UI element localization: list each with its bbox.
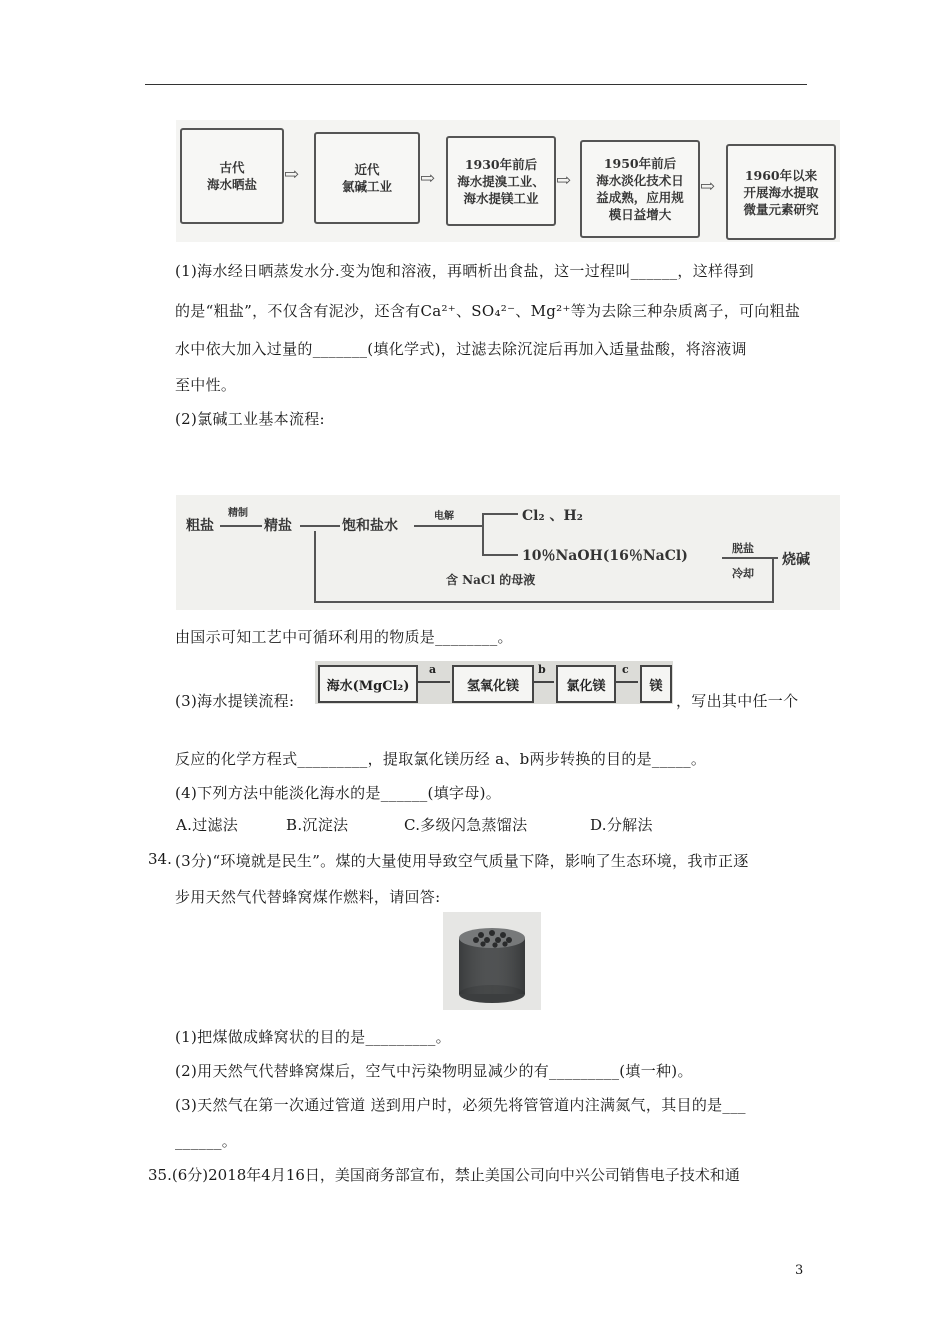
desalt-label: 脱盐 <box>732 542 754 555</box>
q33-p3-prefix: (3)海水提镁流程: <box>175 692 295 710</box>
page-number: 3 <box>795 1263 804 1278</box>
history-flow-diagram <box>176 120 840 242</box>
electrolysis-label: 电解 <box>434 511 454 522</box>
arrow-line <box>722 557 778 559</box>
chlor-alkali-diagram <box>176 495 840 610</box>
q33-p1-line2: 的是“粗盐”，不仅含有泥沙，还含有Ca²⁺、SO₄²⁻、Mg²⁺等为去除三种杂质离子，可向粗盐 <box>175 302 801 320</box>
arrow-line <box>414 525 484 527</box>
branch-line <box>482 513 484 555</box>
mg-label-a: a <box>429 663 437 676</box>
q34-sub3-line2: ______。 <box>175 1132 238 1150</box>
q34-sub3-line1: (3)天然气在第一次通过管道 送到用户时，必须先将管管道内注满氮气，其目的是___ <box>175 1096 746 1114</box>
arrow-line <box>532 681 554 683</box>
q33-p2-title: (2)氯碱工业基本流程: <box>175 410 325 428</box>
q33-p3-line2: 反应的化学方程式_________，提取氯化镁历经 a、b两步转换的目的是_____。 <box>175 750 707 768</box>
loop-line <box>314 601 774 603</box>
mg-box-hydroxide: 氢氧化镁 <box>452 665 534 703</box>
q33-p1-line3: 水中依大加入过量的_______(填化学式)，过滤去除沉淀后再加入适量盐酸，将溶液调 <box>175 340 747 358</box>
arrow-line <box>300 525 340 527</box>
refine-label: 精制 <box>228 508 248 519</box>
crude-salt-label: 粗盐 <box>186 518 214 534</box>
arrow-line <box>416 681 450 683</box>
arrow-line <box>482 554 518 556</box>
caustic-soda-label: 烧碱 <box>782 552 810 568</box>
arrow-line <box>482 513 518 515</box>
liquid-products-label: 10％NaOH(16％NaCl) <box>522 548 688 564</box>
flow-box-1960: 1960年以来 开展海水提取 微量元素研究 <box>726 144 836 240</box>
q33-p1-line1: (1)海水经日晒蒸发水分.变为饱和溶液，再晒析出食盐，这一过程叫______，这样得到 <box>175 262 754 280</box>
arrow-icon: ⇨ <box>420 168 436 189</box>
option-b: B.沉淀法 <box>286 816 349 834</box>
loop-line <box>314 531 316 603</box>
mother-liquor-label: 含 NaCl 的母液 <box>446 573 536 587</box>
arrow-icon: ⇨ <box>556 170 572 191</box>
mg-box-chloride: 氯化镁 <box>556 665 616 703</box>
option-d: D.分解法 <box>590 816 653 834</box>
gas-products-label: Cl₂ 、H₂ <box>522 508 583 524</box>
q33-p2-question: 由国示可知工艺中可循环利用的物质是________。 <box>175 628 513 646</box>
q34-line2: 步用天然气代替蜂窝煤作燃料，请回答: <box>175 888 441 906</box>
saturated-brine-label: 饱和盐水 <box>342 518 398 534</box>
mg-label-b: b <box>538 663 546 676</box>
flow-box-1930: 1930年前后 海水提溴工业、 海水提镁工业 <box>446 136 556 226</box>
q34-sub2: (2)用天然气代替蜂窝煤后，空气中污染物明显减少的有_________(填一种)。 <box>175 1062 693 1080</box>
q35-line1: 35.(6分)2018年4月16日，美国商务部宣布，禁止美国公司向中兴公司销售电子技术和通 <box>148 1166 740 1184</box>
mg-box-magnesium: 镁 <box>640 665 672 703</box>
arrow-icon: ⇨ <box>700 176 716 197</box>
q33-p3-suffix: ，写出其中任一个 <box>676 692 799 710</box>
mg-label-c: c <box>622 663 629 676</box>
option-c: C.多级闪急蒸馏法 <box>404 816 528 834</box>
q34-number: 34. <box>148 850 172 868</box>
arrow-line <box>614 681 638 683</box>
q34-sub1: (1)把煤做成蜂窝状的目的是_________。 <box>175 1028 451 1046</box>
arrow-icon: ⇨ <box>284 164 300 185</box>
refined-salt-label: 精盐 <box>264 518 292 534</box>
honeycomb-briquette-image <box>443 912 541 1010</box>
q34-line1: (3分)“环境就是民生”。煤的大量使用导致空气质量下降，影响了生态环境，我市正逐 <box>175 852 749 870</box>
header-rule <box>145 84 807 85</box>
flow-box-modern: 近代 氯碱工业 <box>314 132 420 224</box>
q33-p1-line4: 至中性。 <box>175 376 237 394</box>
flow-box-1950: 1950年前后 海水淡化技术日 益成熟，应用规 模日益增大 <box>580 140 700 238</box>
option-a: A.过滤法 <box>176 816 239 834</box>
mg-box-seawater: 海水(MgCl₂) <box>318 665 418 703</box>
arrow-line <box>220 525 262 527</box>
magnesium-flow-diagram <box>315 661 673 704</box>
flow-box-ancient: 古代 海水晒盐 <box>180 128 284 224</box>
q33-p4: (4)下列方法中能淡化海水的是______(填字母)。 <box>175 784 502 802</box>
loop-line <box>772 557 774 603</box>
cool-label: 冷却 <box>732 567 754 580</box>
